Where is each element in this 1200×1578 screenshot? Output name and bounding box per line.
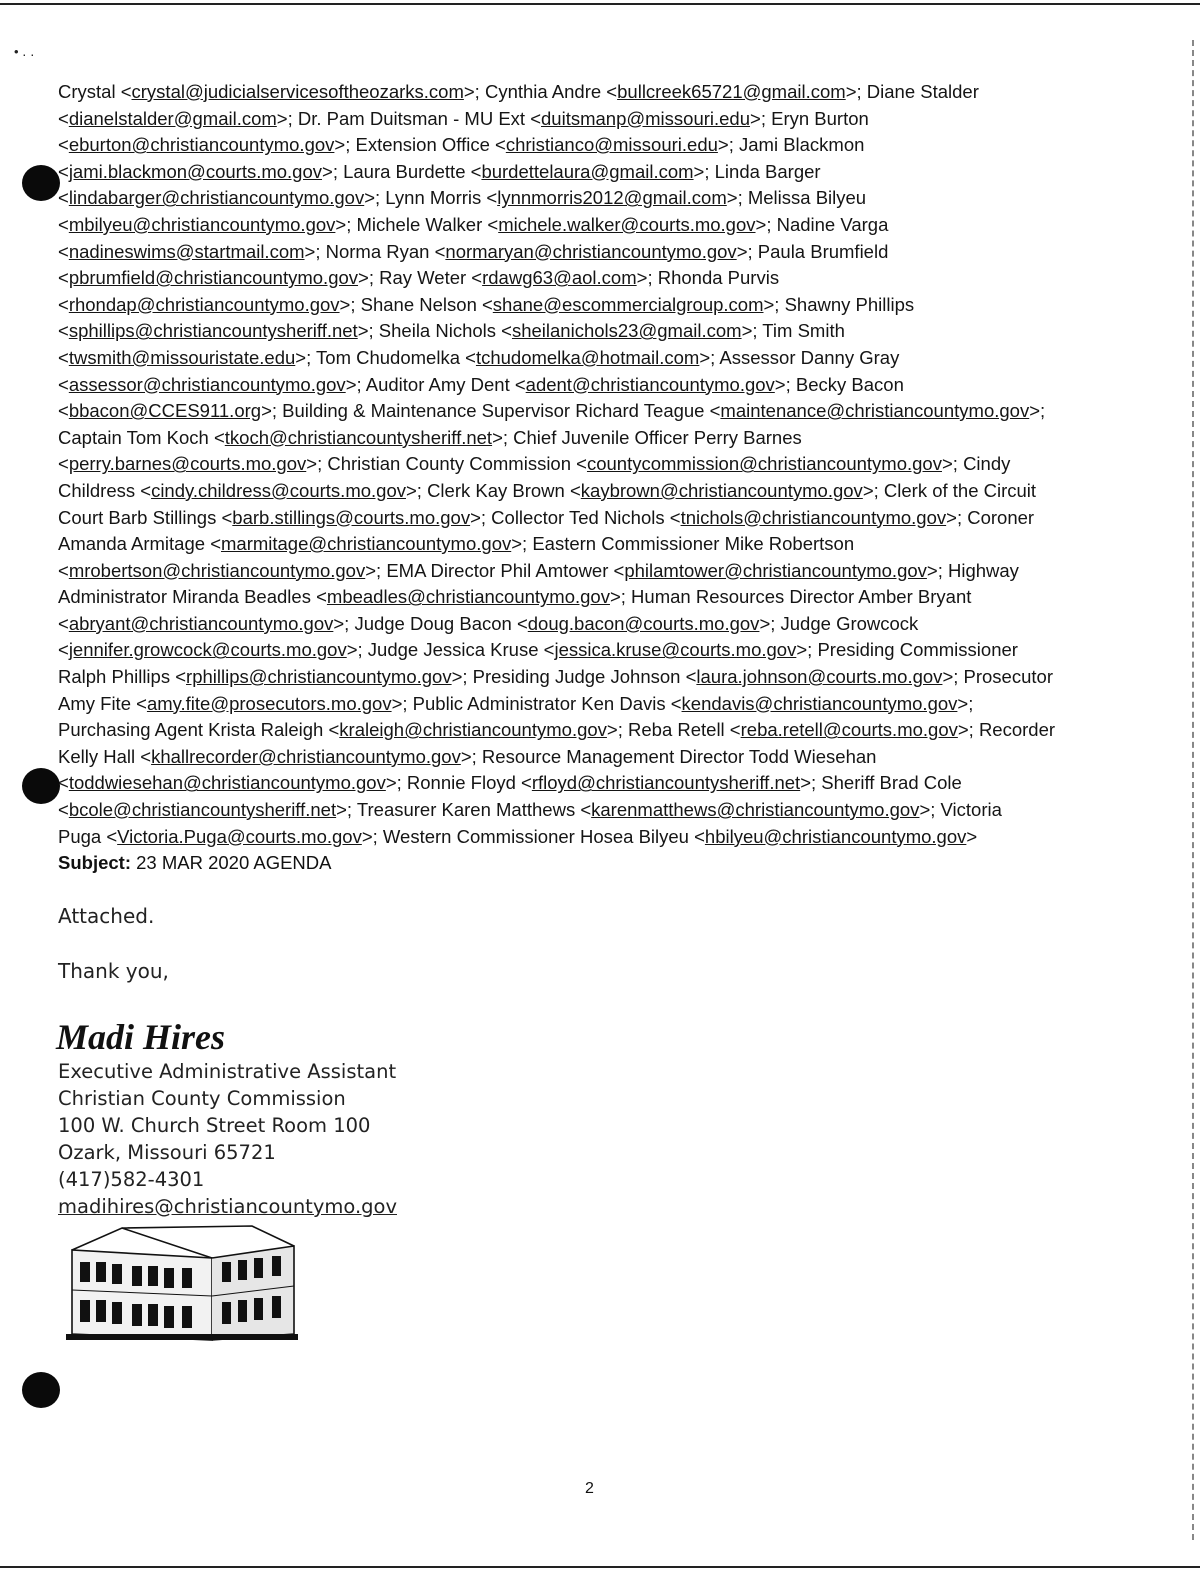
recipient-email-link[interactable]: burdettelaura@gmail.com xyxy=(481,160,694,182)
recipient-text: > xyxy=(966,825,978,847)
recipient-text: >; Norma Ryan < xyxy=(304,240,446,262)
recipient-text: >; Paula Brumfield xyxy=(736,240,889,262)
recipient-text: >; EMA Director Phil Amtower < xyxy=(365,559,625,581)
recipient-email-link[interactable]: assessor@christiancountymo.gov xyxy=(68,373,346,395)
punch-hole-top xyxy=(22,165,60,201)
recipient-line xyxy=(58,505,1138,532)
recipient-text: < xyxy=(58,107,69,129)
recipient-line xyxy=(58,132,1138,159)
recipient-text: >; Prosecutor xyxy=(942,666,1053,688)
recipient-text: >; Presiding Commissioner xyxy=(796,639,1018,661)
recipient-email-link[interactable]: countycommission@christiancountymo.gov xyxy=(586,453,942,475)
recipient-text: >; Dr. Pam Duitsman - MU Ext < xyxy=(276,107,541,129)
recipient-email-link[interactable]: jennifer.growcock@courts.mo.gov xyxy=(68,639,347,661)
recipient-text: >; Cindy xyxy=(941,453,1011,475)
recipient-text: >; Judge Jessica Kruse < xyxy=(346,639,555,661)
recipient-text: >; Diane Stalder xyxy=(845,81,979,102)
recipient-text: >; Presiding Judge Johnson < xyxy=(451,666,697,688)
recipient-text: >; Western Commissioner Hosea Bilyeu < xyxy=(361,825,705,847)
recipient-email-link[interactable]: marmitage@christiancountymo.gov xyxy=(221,533,512,555)
recipient-line xyxy=(58,79,1138,106)
signature-street: 100 W. Church Street Room 100 xyxy=(58,1114,371,1137)
recipient-line xyxy=(58,770,1138,797)
recipient-text: >; Ray Weter < xyxy=(358,267,483,289)
recipient-text: >; Victoria xyxy=(919,799,1002,821)
recipient-email-link[interactable]: cindy.childress@courts.mo.gov xyxy=(151,479,406,501)
recipient-email-link[interactable]: karenmatthews@christiancountymo.gov xyxy=(591,799,920,821)
recipient-list xyxy=(58,79,1138,850)
recipient-line xyxy=(58,185,1138,212)
recipient-line xyxy=(58,106,1138,133)
recipient-text: >; Resource Management Director Todd Wiesehan xyxy=(460,745,877,767)
recipient-email-link[interactable]: pbrumfield@christiancountymo.gov xyxy=(68,267,359,289)
recipient-line xyxy=(58,691,1138,718)
recipient-text: >; Shawny Phillips xyxy=(763,293,915,315)
recipient-text: < xyxy=(58,293,69,315)
page-top-edge xyxy=(0,3,1200,5)
recipient-email-link[interactable]: doug.bacon@courts.mo.gov xyxy=(527,612,760,634)
recipient-email-link[interactable]: reba.retell@courts.mo.gov xyxy=(740,719,958,741)
recipient-text: Court Barb Stillings < xyxy=(58,506,233,528)
recipient-email-link[interactable]: maintenance@christiancountymo.gov xyxy=(720,400,1030,422)
recipient-text: < xyxy=(58,267,69,289)
recipient-text: < xyxy=(58,639,69,661)
signature-block xyxy=(58,1058,397,1220)
recipient-email-link[interactable]: Victoria.Puga@courts.mo.gov xyxy=(117,825,362,847)
recipient-email-link[interactable]: tkoch@christiancountysheriff.net xyxy=(224,426,493,448)
recipient-email-link[interactable]: tnichols@christiancountymo.gov xyxy=(680,506,947,528)
recipient-text: >; xyxy=(1029,400,1046,422)
recipient-text: < xyxy=(58,373,69,395)
recipient-text: >; Cynthia Andre < xyxy=(463,81,618,102)
recipient-text: >; Public Administrator Ken Davis < xyxy=(391,692,682,714)
recipient-email-link[interactable]: sphillips@christiancountysheriff.net xyxy=(68,320,358,342)
recipient-text: >; Michele Walker < xyxy=(335,213,499,235)
recipient-email-link[interactable]: dianelstalder@gmail.com xyxy=(68,107,277,129)
recipient-text: >; Melissa Bilyeu xyxy=(726,187,867,209)
recipient-line xyxy=(58,664,1138,691)
recipient-email-link[interactable]: twsmith@missouristate.edu xyxy=(68,346,296,368)
recipient-text: Captain Tom Koch < xyxy=(58,426,225,448)
recipient-line xyxy=(58,558,1138,585)
recipient-text: Administrator Miranda Beadles < xyxy=(58,586,327,608)
recipient-email-link[interactable]: bbacon@CCES911.org xyxy=(68,400,262,422)
recipient-email-link[interactable]: sheilanichols23@gmail.com xyxy=(511,320,742,342)
recipient-email-link[interactable]: eburton@christiancountymo.gov xyxy=(68,134,335,156)
recipient-line xyxy=(58,318,1138,345)
recipient-email-link[interactable]: toddwiesehan@christiancountymo.gov xyxy=(68,772,386,794)
recipient-line xyxy=(58,637,1138,664)
recipient-line xyxy=(58,212,1138,239)
recipient-email-link[interactable]: philamtower@christiancountymo.gov xyxy=(624,559,927,581)
recipient-text: < xyxy=(58,453,69,475)
recipient-email-link[interactable]: nadineswims@startmail.com xyxy=(68,240,305,262)
recipient-text: >; Nadine Varga xyxy=(755,213,889,235)
recipient-text: >; Treasurer Karen Matthews < xyxy=(336,799,592,821)
recipient-line xyxy=(58,584,1138,611)
punch-hole-bottom xyxy=(22,1372,60,1408)
scan-speck: • ․ ․ xyxy=(14,44,35,59)
recipient-text: >; Highway xyxy=(926,559,1019,581)
recipient-text: >; Judge Growcock xyxy=(759,612,919,634)
recipient-email-link[interactable]: rphillips@christiancountymo.gov xyxy=(186,666,452,688)
recipient-text: Childress < xyxy=(58,479,152,501)
signature-org: Christian County Commission xyxy=(58,1087,346,1110)
recipient-text: < xyxy=(58,240,69,262)
recipient-text: >; Eastern Commissioner Mike Robertson xyxy=(511,533,855,555)
recipient-email-link[interactable]: kendavis@christiancountymo.gov xyxy=(681,692,958,714)
recipient-email-link[interactable]: bcole@christiancountysheriff.net xyxy=(68,799,337,821)
recipient-text: >; Clerk of the Circuit xyxy=(862,479,1037,501)
recipient-email-link[interactable]: kraleigh@christiancountymo.gov xyxy=(339,719,607,741)
recipient-text: >; Christian County Commission < xyxy=(306,453,587,475)
recipient-text: >; Jami Blackmon xyxy=(717,134,865,156)
recipient-line xyxy=(58,159,1138,186)
recipient-text: < xyxy=(58,320,69,342)
recipient-text: >; xyxy=(957,692,974,714)
recipient-text: >; Rhonda Purvis xyxy=(636,267,780,289)
page-right-edge xyxy=(1191,40,1194,1540)
signature-phone: (417)582-4301 xyxy=(58,1168,205,1191)
recipient-text: < xyxy=(58,559,69,581)
recipient-text: < xyxy=(58,213,69,235)
recipient-text: Kelly Hall < xyxy=(58,745,152,767)
recipient-email-link[interactable]: lindabarger@christiancountymo.gov xyxy=(68,187,365,209)
recipient-email-link[interactable]: duitsmanp@missouri.edu xyxy=(541,107,751,129)
recipient-line xyxy=(58,611,1138,638)
recipient-text: < xyxy=(58,160,69,182)
recipient-email-link[interactable]: michele.walker@courts.mo.gov xyxy=(498,213,756,235)
recipient-text: >; Becky Bacon xyxy=(774,373,904,395)
punch-hole-middle xyxy=(22,768,60,804)
subject-line xyxy=(58,850,332,876)
recipient-line xyxy=(58,797,1138,824)
recipient-text: < xyxy=(58,612,69,634)
recipient-line xyxy=(58,451,1138,478)
recipient-text: >; Tom Chudomelka < xyxy=(295,346,476,368)
recipient-email-link[interactable]: abryant@christiancountymo.gov xyxy=(68,612,334,634)
recipient-text: >; Sheila Nichols < xyxy=(357,320,512,342)
recipient-email-link[interactable]: crystal@judicialservicesoftheozarks.com xyxy=(131,81,464,102)
recipient-email-link[interactable]: rdawg63@aol.com xyxy=(482,267,637,289)
recipient-text: >; Human Resources Director Amber Bryant xyxy=(609,586,972,608)
recipient-email-link[interactable]: laura.johnson@courts.mo.gov xyxy=(696,666,943,688)
recipient-text: >; Shane Nelson < xyxy=(339,293,493,315)
recipient-text: Amanda Armitage < xyxy=(58,533,221,555)
recipient-email-link[interactable]: rfloyd@christiancountysheriff.net xyxy=(531,772,801,794)
recipient-text: >; Recorder xyxy=(957,719,1056,741)
recipient-text: < xyxy=(58,400,69,422)
recipient-text: Amy Fite < xyxy=(58,692,147,714)
recipient-line xyxy=(58,744,1138,771)
recipient-email-link[interactable]: lynnmorris2012@gmail.com xyxy=(497,187,727,209)
recipient-email-link[interactable]: adent@christiancountymo.gov xyxy=(525,373,775,395)
recipient-line xyxy=(58,425,1138,452)
recipient-line xyxy=(58,345,1138,372)
recipient-line xyxy=(58,824,1138,851)
page-bottom-edge xyxy=(0,1566,1200,1568)
recipient-email-link[interactable]: jami.blackmon@courts.mo.gov xyxy=(68,160,323,182)
recipient-line xyxy=(58,717,1138,744)
recipient-email-link[interactable]: barb.stillings@courts.mo.gov xyxy=(232,506,471,528)
recipient-email-link[interactable]: perry.barnes@courts.mo.gov xyxy=(68,453,307,475)
recipient-text: >; Judge Doug Bacon < xyxy=(333,612,528,634)
recipient-text: >; Lynn Morris < xyxy=(364,187,498,209)
recipient-text: >; Collector Ted Nichols < xyxy=(470,506,681,528)
recipient-text: Crystal < xyxy=(58,81,132,102)
signature-email-link[interactable]: madihires@christiancountymo.gov xyxy=(58,1195,397,1218)
recipient-text: Purchasing Agent Krista Raleigh < xyxy=(58,719,340,741)
subject-label: Subject: xyxy=(58,852,131,873)
recipient-email-link[interactable]: bullcreek65721@gmail.com xyxy=(617,81,846,102)
recipient-text: < xyxy=(58,799,69,821)
recipient-line xyxy=(58,478,1138,505)
recipient-line xyxy=(58,398,1138,425)
recipient-text: >; Linda Barger xyxy=(693,160,821,182)
recipient-email-link[interactable]: normaryan@christiancountymo.gov xyxy=(445,240,737,262)
recipient-email-link[interactable]: mbilyeu@christiancountymo.gov xyxy=(68,213,336,235)
recipient-email-link[interactable]: jessica.kruse@courts.mo.gov xyxy=(554,639,797,661)
signature-title: Executive Administrative Assistant xyxy=(58,1060,397,1083)
recipient-text: >; Eryn Burton xyxy=(750,107,869,129)
recipient-text: Ralph Phillips < xyxy=(58,666,187,688)
recipient-text: >; Tim Smith xyxy=(741,320,845,342)
recipient-line xyxy=(58,292,1138,319)
recipient-text: >; Auditor Amy Dent < xyxy=(345,373,526,395)
recipient-text: < xyxy=(58,346,69,368)
recipient-email-link[interactable]: shane@escommercialgroup.com xyxy=(492,293,764,315)
recipient-email-link[interactable]: hbilyeu@christiancountymo.gov xyxy=(704,825,967,847)
recipient-email-link[interactable]: kaybrown@christiancountymo.gov xyxy=(580,479,863,501)
recipient-text: < xyxy=(58,187,69,209)
recipient-line xyxy=(58,265,1138,292)
recipient-text: >; Coroner xyxy=(946,506,1035,528)
recipient-text: < xyxy=(58,772,69,794)
recipient-email-link[interactable]: christianco@missouri.edu xyxy=(505,134,718,156)
recipient-email-link[interactable]: khallrecorder@christiancountymo.gov xyxy=(151,745,461,767)
body-thanks: Thank you, xyxy=(58,959,169,983)
recipient-email-link[interactable]: rhondap@christiancountymo.gov xyxy=(68,293,340,315)
recipient-email-link[interactable]: amy.fite@prosecutors.mo.gov xyxy=(146,692,392,714)
recipient-email-link[interactable]: mrobertson@christiancountymo.gov xyxy=(68,559,366,581)
courthouse-logo-icon xyxy=(62,1222,302,1344)
recipient-email-link[interactable]: tchudomelka@hotmail.com xyxy=(475,346,700,368)
recipient-text: >; Chief Juvenile Officer Perry Barnes xyxy=(492,426,802,448)
recipient-text: >; Clerk Kay Brown < xyxy=(405,479,581,501)
recipient-text: >; Extension Office < xyxy=(334,134,506,156)
recipient-text: >; Building & Maintenance Supervisor Richard Teague < xyxy=(261,400,721,422)
recipient-text: >; Sheriff Brad Cole xyxy=(800,772,962,794)
recipient-text: >; Laura Burdette < xyxy=(322,160,482,182)
recipient-line xyxy=(58,531,1138,558)
recipient-email-link[interactable]: mbeadles@christiancountymo.gov xyxy=(326,586,610,608)
signature-city: Ozark, Missouri 65721 xyxy=(58,1141,276,1164)
subject-value: 23 MAR 2020 AGENDA xyxy=(130,852,332,873)
page-number: 2 xyxy=(585,1480,594,1497)
body-attached: Attached. xyxy=(58,904,155,928)
recipient-text: >; Assessor Danny Gray xyxy=(699,346,900,368)
recipient-text: >; Reba Retell < xyxy=(606,719,741,741)
signature-name: Madi Hires xyxy=(56,1017,226,1057)
recipient-line xyxy=(58,239,1138,266)
recipient-text: < xyxy=(58,134,69,156)
recipient-text: >; Ronnie Floyd < xyxy=(385,772,532,794)
recipient-line xyxy=(58,372,1138,399)
recipient-text: Puga < xyxy=(58,825,118,847)
